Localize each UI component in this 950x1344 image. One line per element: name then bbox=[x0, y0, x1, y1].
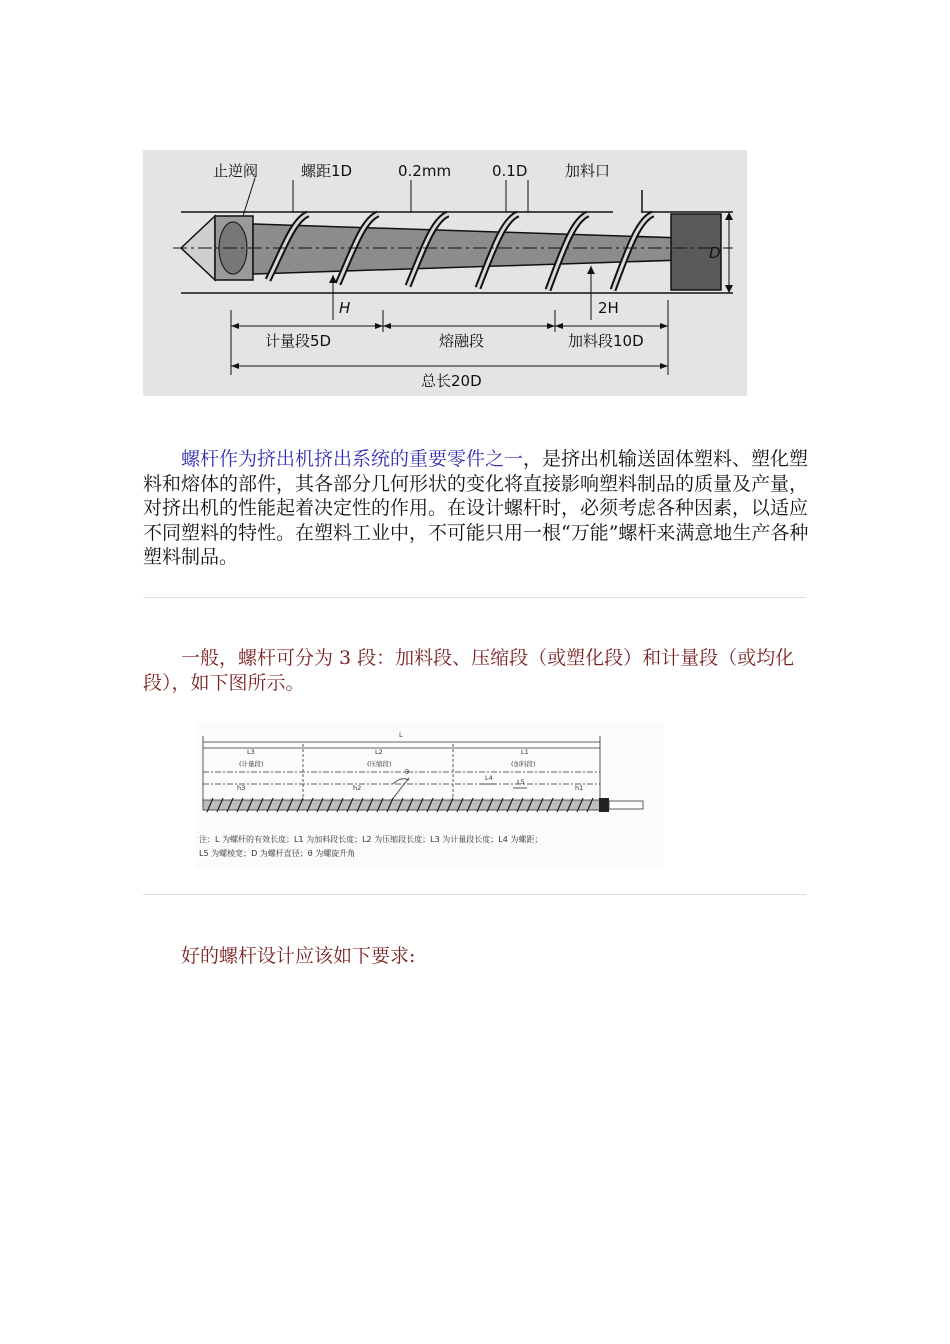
label-depth-2h: 2H bbox=[598, 299, 619, 317]
label-pitch: 螺距1D bbox=[301, 162, 353, 180]
label-h2: h2 bbox=[353, 784, 362, 792]
label-L2: L2 bbox=[375, 748, 383, 756]
label-metering: 计量段5D bbox=[265, 332, 332, 350]
label-diameter: D bbox=[709, 244, 721, 262]
label-L: L bbox=[399, 731, 403, 739]
label-feeding: 加料段10D bbox=[568, 332, 644, 350]
paragraph-sections bbox=[143, 646, 813, 695]
label-gap: 0.2mm bbox=[398, 162, 452, 180]
label-melting: 熔融段 bbox=[439, 332, 485, 350]
label-check-valve: 止逆阀 bbox=[213, 162, 259, 180]
label-compression-section: (压缩段) bbox=[367, 760, 392, 768]
paragraph-requirements-text: 好的螺杆设计应该如下要求: bbox=[181, 945, 416, 967]
label-depth-h: H bbox=[339, 299, 351, 317]
paragraph-sections-text: 一般，螺杆可分为 3 段：加料段、压缩段（或塑化段）和计量段（或均化段），如下图所示。 bbox=[143, 647, 795, 694]
label-L4: L4 bbox=[485, 774, 493, 782]
label-feeding-section: (加料段) bbox=[511, 760, 536, 768]
label-L1: L1 bbox=[521, 748, 529, 756]
screw-diagram bbox=[143, 150, 747, 396]
label-L5: L5 bbox=[517, 778, 525, 786]
paragraph-body: ，是挤出机输送固体塑料、塑化塑料和熔体的部件，其各部分几何形状的变化将直接影响塑料制品的质量及产量，对挤出机的性能起着决定性的作用。在设计螺杆时，必须考虑各种因素，以适应不同塑料的特性。在塑料工业中，不可能只用一根“万能”螺杆来满意地生产各种塑料制品。 bbox=[143, 448, 809, 568]
label-h3: h3 bbox=[237, 784, 246, 792]
divider bbox=[143, 597, 806, 598]
divider bbox=[143, 894, 806, 895]
label-h1: h1 bbox=[575, 784, 584, 792]
label-metering-section: (计量段) bbox=[239, 760, 264, 768]
paragraph-requirements bbox=[143, 944, 813, 969]
paragraph-screw-role bbox=[143, 447, 813, 570]
figure-note-line2: L5 为螺棱宽；D 为螺杆直径；θ 为螺旋升角 bbox=[199, 849, 356, 858]
label-theta: θ bbox=[405, 768, 409, 776]
figure-note-line1: 注：L 为螺杆的有效长度；L1 为加料段长度；L2 为压缩段长度；L3 为计量段长度；L4 为螺距； bbox=[199, 835, 543, 844]
label-feed-port: 加料口 bbox=[565, 162, 611, 180]
label-flight-width: 0.1D bbox=[492, 162, 528, 180]
screw-sections-diagram bbox=[195, 722, 663, 868]
paragraph-highlight: 螺杆作为挤出机挤出系统的重要零件之一 bbox=[181, 448, 524, 470]
label-L3: L3 bbox=[247, 748, 255, 756]
label-total: 总长20D bbox=[421, 372, 482, 390]
